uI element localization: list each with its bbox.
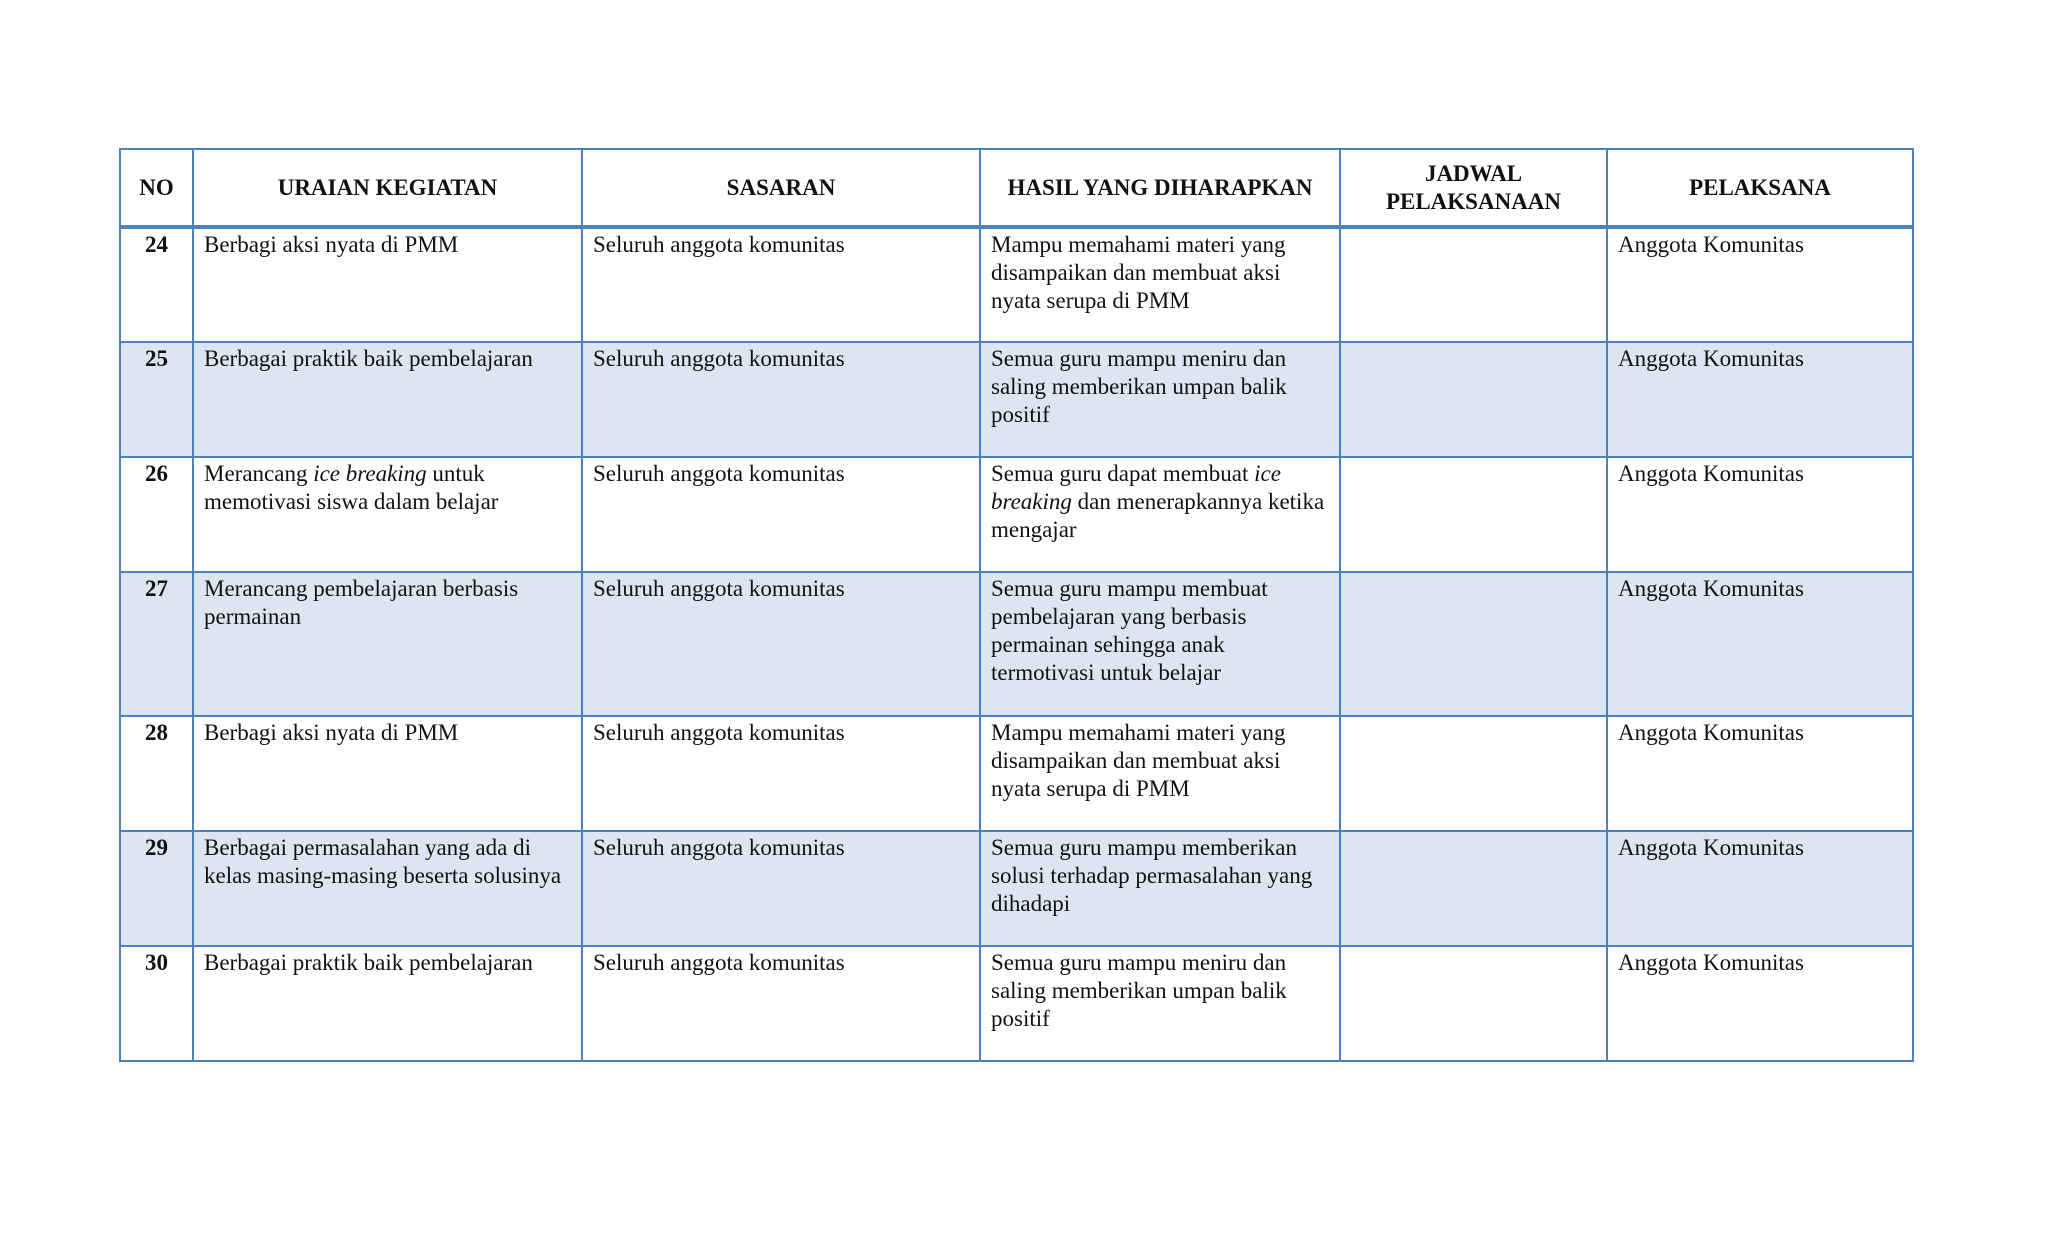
cell-no: 28 — [120, 716, 193, 831]
cell-jadwal — [1340, 342, 1607, 457]
uraian-italic-term: ice breaking — [313, 461, 427, 486]
cell-pelaksana: Anggota Komunitas — [1607, 946, 1913, 1061]
cell-jadwal — [1340, 716, 1607, 831]
cell-pelaksana: Anggota Komunitas — [1607, 342, 1913, 457]
cell-hasil: Semua guru mampu meniru dan saling memberikan umpan balik positif — [980, 946, 1340, 1061]
table-row — [120, 572, 1913, 716]
table-row — [120, 831, 1913, 946]
hasil-italic-term: ice breaking — [991, 461, 1281, 514]
table-row — [120, 342, 1913, 457]
cell-no: 25 — [120, 342, 193, 457]
cell-no: 30 — [120, 946, 193, 1061]
header-jadwal-pelaksanaan: JADWAL PELAKSANAAN — [1340, 149, 1607, 227]
cell-hasil: Semua guru mampu membuat pembelajaran yang berbasis permainan sehingga anak termotivasi untuk belajar — [980, 572, 1340, 716]
cell-jadwal — [1340, 227, 1607, 342]
cell-uraian: Merancang pembelajaran berbasis permainan — [193, 572, 582, 716]
cell-uraian — [193, 457, 582, 572]
table-row — [120, 716, 1913, 831]
cell-hasil: Mampu memahami materi yang disampaikan dan membuat aksi nyata serupa di PMM — [980, 227, 1340, 342]
table-row — [120, 946, 1913, 1061]
cell-sasaran: Seluruh anggota komunitas — [582, 946, 980, 1061]
cell-jadwal — [1340, 457, 1607, 572]
hasil-text-end: dan menerapkannya ketika mengajar — [991, 489, 1325, 542]
cell-pelaksana: Anggota Komunitas — [1607, 227, 1913, 342]
cell-no: 26 — [120, 457, 193, 572]
uraian-text-end: untuk memotivasi siswa dalam belajar — [204, 461, 499, 514]
cell-uraian: Berbagi aksi nyata di PMM — [193, 716, 582, 831]
cell-sasaran: Seluruh anggota komunitas — [582, 342, 980, 457]
table-header-row — [120, 149, 1913, 227]
header-pelaksana: PELAKSANA — [1607, 149, 1913, 227]
cell-uraian: Berbagi aksi nyata di PMM — [193, 227, 582, 342]
cell-jadwal — [1340, 946, 1607, 1061]
cell-pelaksana: Anggota Komunitas — [1607, 572, 1913, 716]
cell-pelaksana: Anggota Komunitas — [1607, 457, 1913, 572]
cell-jadwal — [1340, 831, 1607, 946]
table-row — [120, 457, 1913, 572]
header-no: NO — [120, 149, 193, 227]
cell-hasil: Semua guru mampu meniru dan saling memberikan umpan balik positif — [980, 342, 1340, 457]
cell-hasil: Semua guru mampu memberikan solusi terhadap permasalahan yang dihadapi — [980, 831, 1340, 946]
cell-no: 29 — [120, 831, 193, 946]
cell-sasaran: Seluruh anggota komunitas — [582, 716, 980, 831]
cell-jadwal — [1340, 572, 1607, 716]
cell-sasaran: Seluruh anggota komunitas — [582, 831, 980, 946]
activity-plan-table — [119, 148, 1914, 1062]
cell-pelaksana: Anggota Komunitas — [1607, 716, 1913, 831]
cell-no: 24 — [120, 227, 193, 342]
cell-sasaran: Seluruh anggota komunitas — [582, 457, 980, 572]
cell-hasil — [980, 457, 1340, 572]
cell-hasil: Mampu memahami materi yang disampaikan dan membuat aksi nyata serupa di PMM — [980, 716, 1340, 831]
cell-no: 27 — [120, 572, 193, 716]
cell-pelaksana: Anggota Komunitas — [1607, 831, 1913, 946]
cell-sasaran: Seluruh anggota komunitas — [582, 227, 980, 342]
header-uraian-kegiatan: URAIAN KEGIATAN — [193, 149, 582, 227]
hasil-text-start: Semua guru dapat membuat — [991, 461, 1255, 486]
header-hasil-yang-diharapkan: HASIL YANG DIHARAPKAN — [980, 149, 1340, 227]
cell-uraian: Berbagai praktik baik pembelajaran — [193, 342, 582, 457]
uraian-text-start: Merancang — [204, 461, 314, 486]
table-row — [120, 227, 1913, 342]
cell-sasaran: Seluruh anggota komunitas — [582, 572, 980, 716]
header-sasaran: SASARAN — [582, 149, 980, 227]
cell-uraian: Berbagai praktik baik pembelajaran — [193, 946, 582, 1061]
cell-uraian: Berbagai permasalahan yang ada di kelas masing-masing beserta solusinya — [193, 831, 582, 946]
